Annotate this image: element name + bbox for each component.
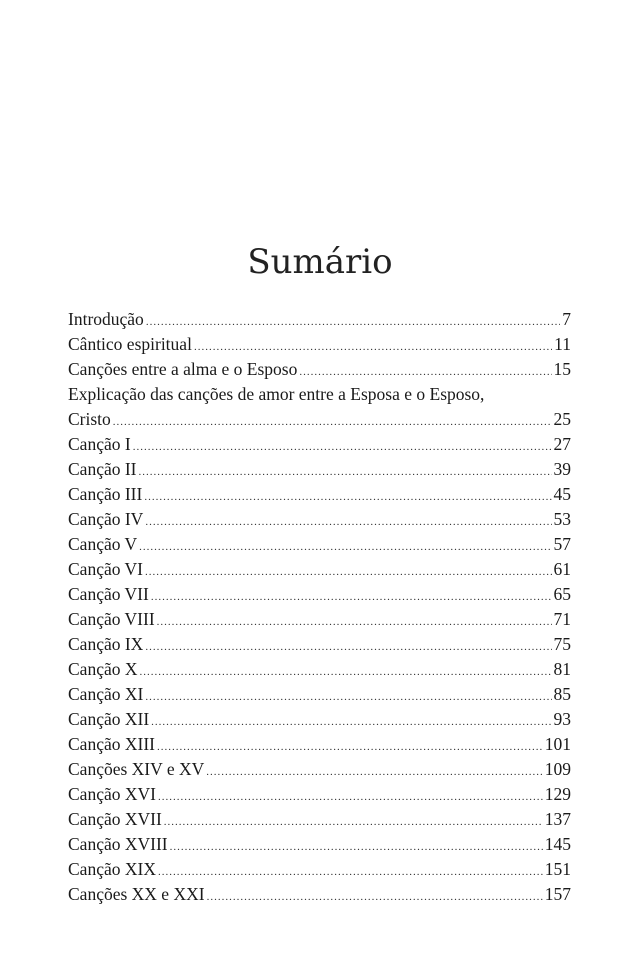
toc-entry-page: 109 <box>544 759 571 779</box>
toc-entry-page: 137 <box>544 809 571 829</box>
toc-entry <box>68 707 571 732</box>
dot-leader <box>151 585 552 610</box>
toc-entry-label: Canção V <box>68 534 138 554</box>
toc-entry-label: Canção XVII <box>68 809 162 829</box>
toc-entry <box>68 307 571 332</box>
toc-entry-page: 81 <box>553 659 571 679</box>
toc-entry-page: 65 <box>553 584 571 604</box>
dot-leader <box>164 810 543 835</box>
dot-leader <box>145 510 551 535</box>
toc-entry-page: 61 <box>553 559 571 579</box>
toc-entry-label: Canção XVI <box>68 784 156 804</box>
dot-leader <box>113 410 552 435</box>
toc-entry-label: Canção VII <box>68 584 149 604</box>
toc-entry-page: 45 <box>553 484 571 504</box>
dot-leader <box>206 760 543 785</box>
toc-entry <box>68 582 571 607</box>
toc-entry-page: 15 <box>553 359 571 379</box>
toc-entry <box>68 332 571 357</box>
page-title: Sumário <box>247 242 393 282</box>
dot-leader <box>145 560 552 585</box>
toc-entry-label: Canção IX <box>68 634 144 654</box>
toc-entry-label: Canção VIII <box>68 609 155 629</box>
dot-leader <box>157 610 552 635</box>
toc-entry-page: 25 <box>553 409 571 429</box>
toc-entry <box>68 532 571 557</box>
toc-entry-label-line2: Cristo <box>68 409 111 429</box>
dot-leader <box>157 735 543 760</box>
toc-entry-page: 85 <box>553 684 571 704</box>
toc-entry <box>68 382 571 432</box>
dot-leader <box>140 660 552 685</box>
toc-entry-page: 27 <box>553 434 571 454</box>
toc-entry-label: Canção XVIII <box>68 834 168 854</box>
toc-entry-line2 <box>68 407 571 432</box>
toc-entry-page: 75 <box>553 634 571 654</box>
toc-entry-label: Canção I <box>68 434 131 454</box>
toc-entry-label: Canção X <box>68 659 138 679</box>
dot-leader <box>139 535 551 560</box>
toc-entry-label: Canções XX e XXI <box>68 884 205 904</box>
toc-entry <box>68 432 571 457</box>
toc-entry <box>68 807 571 832</box>
dot-leader <box>158 860 543 885</box>
toc-entry <box>68 832 571 857</box>
toc-entry <box>68 507 571 532</box>
toc-entry <box>68 657 571 682</box>
toc-entry <box>68 882 571 907</box>
toc-entry <box>68 482 571 507</box>
dot-leader <box>158 785 543 810</box>
toc-entry-page: 145 <box>544 834 571 854</box>
toc-entry-page: 157 <box>544 884 571 904</box>
dot-leader <box>145 685 551 710</box>
toc-entry-label: Canções entre a alma e o Esposo <box>68 359 298 379</box>
table-of-contents <box>68 307 571 907</box>
toc-entry-page: 39 <box>553 459 571 479</box>
toc-entry-page: 129 <box>544 784 571 804</box>
toc-entry-page: 151 <box>544 859 571 879</box>
dot-leader <box>146 310 560 335</box>
dot-leader <box>145 635 551 660</box>
toc-entry-label: Introdução <box>68 309 144 329</box>
dot-leader <box>151 710 551 735</box>
toc-entry-label: Canção VI <box>68 559 143 579</box>
toc-entry <box>68 557 571 582</box>
toc-entry-label: Canção XIX <box>68 859 156 879</box>
toc-entry-page: 7 <box>562 309 571 329</box>
toc-entry-page: 93 <box>553 709 571 729</box>
toc-entry <box>68 782 571 807</box>
toc-entry-page: 57 <box>553 534 571 554</box>
dot-leader <box>139 460 552 485</box>
toc-entry-page: 53 <box>553 509 571 529</box>
toc-entry <box>68 632 571 657</box>
toc-entry-label: Canção II <box>68 459 137 479</box>
toc-entry-label: Canção XIII <box>68 734 155 754</box>
toc-entry-label: Canção IV <box>68 509 144 529</box>
toc-entry <box>68 682 571 707</box>
toc-entry-label: Canções XIV e XV <box>68 759 205 779</box>
dot-leader <box>144 485 551 510</box>
dot-leader <box>133 435 552 460</box>
toc-entry-label-line1: Explicação das canções de amor entre a Esposa e o Esposo, <box>68 384 485 404</box>
toc-entry-page: 11 <box>554 334 571 354</box>
dot-leader <box>207 885 543 910</box>
toc-entry-label: Canção XI <box>68 684 144 704</box>
toc-entry-label: Cântico espiritual <box>68 334 192 354</box>
toc-entry <box>68 857 571 882</box>
toc-entry <box>68 457 571 482</box>
toc-entry <box>68 757 571 782</box>
toc-entry <box>68 607 571 632</box>
toc-entry-label: Canção XII <box>68 709 150 729</box>
dot-leader <box>170 835 543 860</box>
toc-entry <box>68 732 571 757</box>
toc-entry-page: 71 <box>553 609 571 629</box>
toc-entry-page: 101 <box>544 734 571 754</box>
toc-entry <box>68 357 571 382</box>
toc-entry-label: Canção III <box>68 484 143 504</box>
